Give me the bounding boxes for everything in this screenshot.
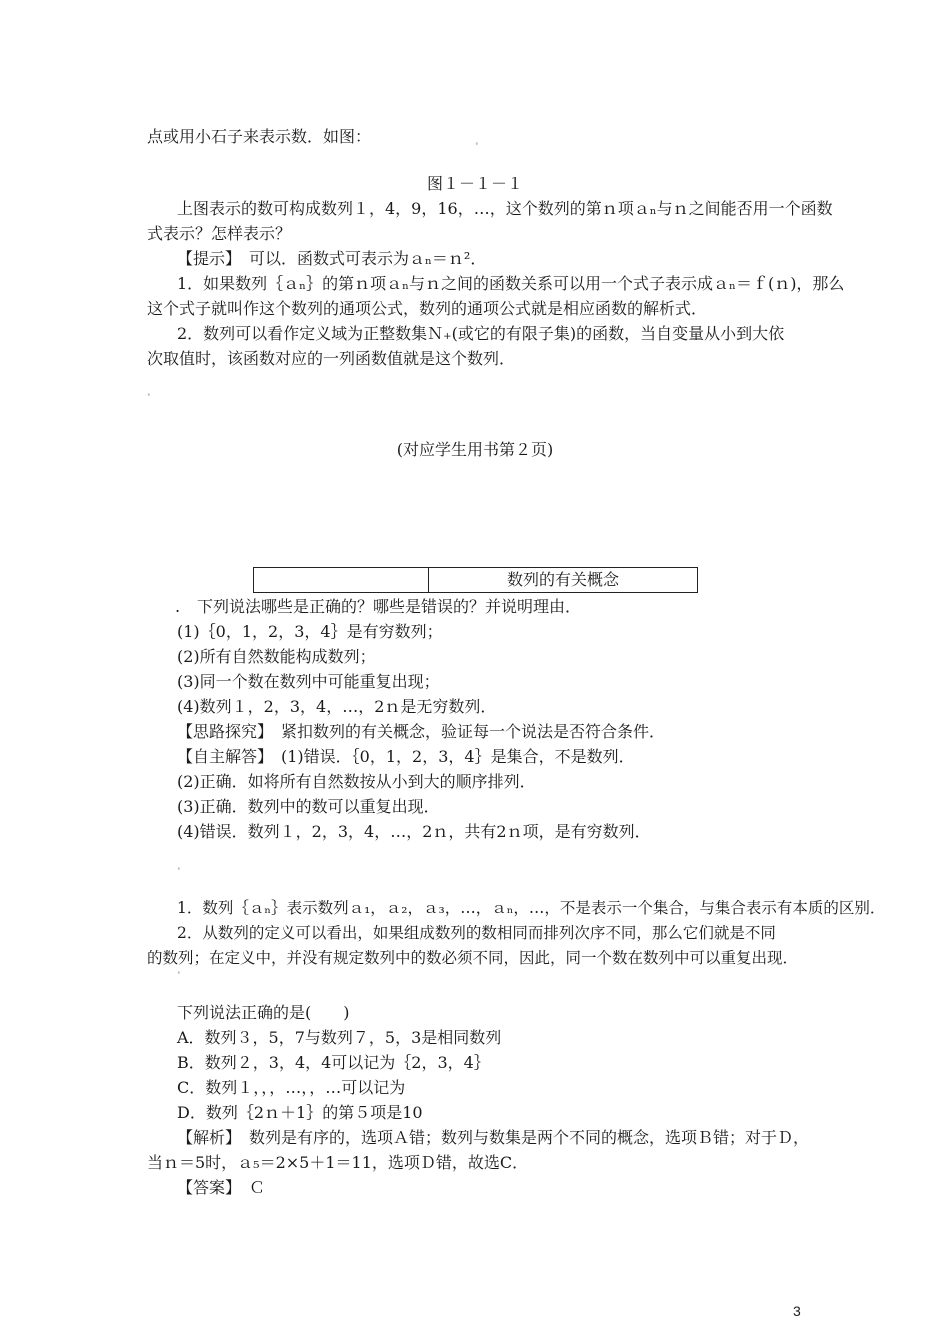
- section-mark: ˚: [177, 868, 181, 876]
- definition-1-line-1: 1．如果数列｛ａₙ｝的第ｎ项ａₙ与ｎ之间的函数关系可以用一个式子表示成ａₙ＝ｆ(ｎ)，那么: [177, 274, 845, 293]
- practice-option-a: A．数列３，5，7与数列７，5，3是相同数列: [177, 1028, 502, 1047]
- answer-item-4: (4)错误．数列１，2，3，4，…，2ｎ，共有2ｎ项，是有穷数列．: [177, 822, 651, 841]
- note-2-line-1: 2．从数列的定义可以看出，如果组成数列的数相同而排列次序不同，那么它们就是不同: [177, 924, 776, 942]
- practice-question: 下列说法正确的是( ): [177, 1003, 350, 1022]
- definition-2-line-2: 次取值时，该函数对应的一列函数值就是这个数列．: [147, 349, 516, 368]
- example-item-2: (2)所有自然数能构成数列；: [177, 647, 376, 666]
- explore-text: 【思路探究】 紧扣数列的有关概念，验证每一个说法是否符合条件．: [177, 722, 666, 741]
- bullet-mark: .: [175, 597, 181, 616]
- section-mark: ˚: [147, 394, 151, 402]
- example-item-1: (1)｛0，1，2，3，4｝是有穷数列；: [177, 622, 443, 641]
- image-placeholder-mark: ˚: [475, 143, 479, 151]
- concept-title: 数列的有关概念: [506, 570, 619, 589]
- page-number: 3: [793, 1303, 801, 1319]
- answer-item-1: 【自主解答】 (1)错误．｛0，1，2，3，4｝是集合，不是数列．: [177, 747, 635, 766]
- question-line-2: 式表示？怎样表示？: [147, 224, 292, 243]
- section-mark: ˚: [177, 972, 181, 980]
- note-1: 1．数列｛ａₙ｝表示数列ａ₁，ａ₂，ａ₃，…，ａₙ，…，不是表示一个集合，与集合表示有本质的区别．: [177, 899, 886, 917]
- note-2-line-2: 的数列；在定义中，并没有规定数列中的数必须不同，因此，同一个数在数列中可以重复出现．: [147, 949, 799, 967]
- definition-2-line-1: 2．数列可以看作定义域为正整数集Ｎ₊(或它的有限子集)的函数，当自变量从小到大依: [177, 324, 785, 343]
- example-question: 下列说法哪些是正确的？哪些是错误的？并说明理由．: [197, 597, 582, 616]
- hint-text: 【提示】 可以．函数式可表示为ａₙ＝ｎ²．: [177, 249, 487, 268]
- analysis-line-2: 当ｎ＝5时，ａ₅＝2×5＋1＝11，选项Ｄ错，故选C．: [147, 1153, 529, 1172]
- analysis-line-1: 【解析】 数列是有序的，选项Ａ错；数列与数集是两个不同的概念，选项Ｂ错；对于Ｄ，: [177, 1128, 810, 1147]
- answer-item-3: (3)正确．数列中的数可以重复出现．: [177, 797, 440, 816]
- practice-option-d: D．数列｛2ｎ＋1｝的第５项是10: [177, 1103, 423, 1122]
- example-item-3: (3)同一个数在数列中可能重复出现；: [177, 672, 440, 691]
- definition-1-line-2: 这个式子就叫作这个数列的通项公式，数列的通项公式就是相应函数的解析式．: [147, 299, 708, 318]
- practice-option-b: B．数列２，3，4，4可以记为｛2，3，4｝: [177, 1053, 490, 1072]
- example-item-4: (4)数列１，2，3，4，…，2ｎ是无穷数列．: [177, 697, 497, 716]
- answer-label: 【答案】 Ｃ: [177, 1178, 266, 1197]
- student-book-reference: (对应学生用书第２页): [396, 440, 554, 459]
- answer-item-2: (2)正确．如将所有自然数按从小到大的顺序排列．: [177, 772, 536, 791]
- intro-text: 点或用小石子来表示数．如图：: [147, 127, 372, 146]
- figure-caption: 图１－１－１: [426, 174, 523, 193]
- question-line-1: 上图表示的数可构成数列１，4，9，16，…，这个数列的第ｎ项ａₙ与ｎ之间能否用一个函数: [177, 199, 833, 218]
- concept-header-table: [253, 567, 698, 593]
- practice-option-c: C．数列１，，，…，，…可以记为: [177, 1078, 406, 1097]
